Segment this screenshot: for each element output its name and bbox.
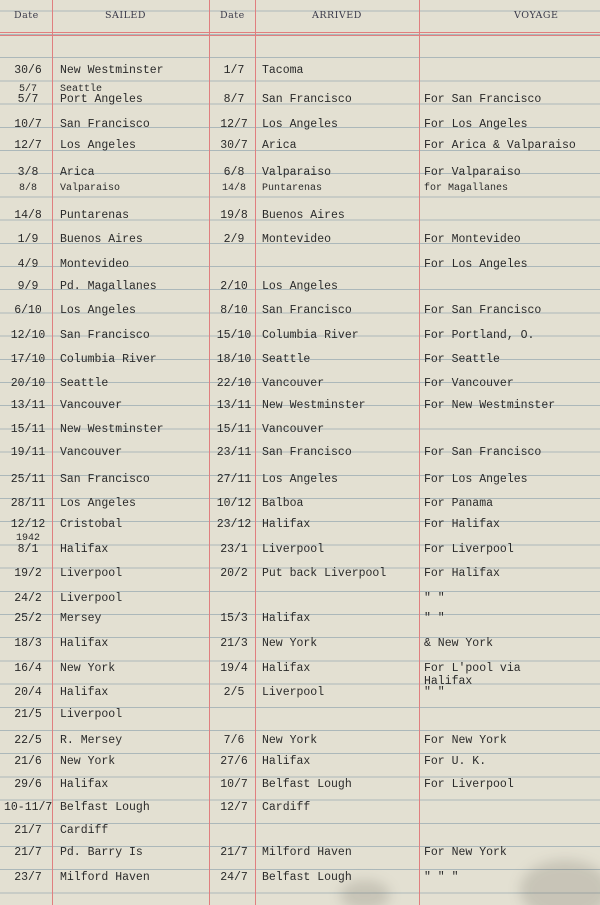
arrived-port: Tacoma: [262, 64, 304, 77]
sailed-port: San Francisco: [60, 473, 150, 486]
sailed-date: 21/7: [14, 824, 42, 837]
table-row: [0, 637, 600, 659]
sailed-port: Pd. Magallanes: [60, 280, 157, 293]
arrived-port: Valparaiso: [262, 166, 332, 179]
sailed-date: 25/11: [10, 473, 46, 486]
sailed-date: 25/2: [14, 612, 42, 625]
table-row: [0, 93, 600, 115]
arrived-port: New Westminster: [262, 399, 366, 412]
sailed-date: 5/7: [17, 93, 39, 106]
arrived-date: 15/3: [220, 612, 248, 625]
arrived-date: 23/12: [216, 518, 252, 531]
table-row: [0, 755, 600, 777]
arrived-date: 12/7: [220, 801, 248, 814]
arrived-port: Cardiff: [262, 801, 311, 814]
voyage-note: For L'pool via: [424, 662, 521, 675]
sailed-port: Mersey: [60, 612, 102, 625]
header-rule: [0, 32, 600, 33]
header-arrived: ARRIVED: [312, 10, 362, 21]
sailed-port: Seattle: [60, 84, 103, 95]
voyage-note: For Seattle: [424, 353, 500, 366]
arrived-port: Halifax: [262, 518, 311, 531]
arrived-port: Puntarenas: [262, 183, 323, 194]
table-row: [0, 824, 600, 846]
sailed-port: New York: [60, 755, 116, 768]
arrived-port: Seattle: [262, 353, 311, 366]
sailed-date: 8/8: [18, 183, 37, 194]
sailed-date: 19/11: [10, 446, 46, 459]
table-row: [0, 801, 600, 823]
sailed-port: Milford Haven: [60, 871, 150, 884]
voyage-note: For Los Angeles: [424, 118, 528, 131]
table-row: [0, 612, 600, 634]
table-row: [0, 473, 600, 495]
sailed-date: 12/10: [10, 329, 46, 342]
table-row: [0, 399, 600, 421]
header-voyage: VOYAGE: [514, 10, 559, 21]
arrived-date: 22/10: [216, 377, 252, 390]
voyage-note: " " ": [424, 871, 459, 884]
arrived-port: Put back Liverpool: [262, 567, 387, 580]
header-sailed: SAILED: [105, 10, 146, 21]
arrived-date: 10/7: [220, 778, 248, 791]
sailed-date: 18/3: [14, 637, 42, 650]
sailed-date: 10-11/7: [4, 801, 53, 814]
arrived-date: 27/11: [216, 473, 252, 486]
sailed-date: 4/9: [17, 258, 39, 271]
arrived-port: San Francisco: [262, 304, 352, 317]
sailed-port: Arica: [60, 166, 95, 179]
sailed-port: San Francisco: [60, 329, 150, 342]
sailed-port: New York: [60, 662, 116, 675]
arrived-port: Buenos Aires: [262, 209, 345, 222]
arrived-date: 13/11: [216, 399, 252, 412]
sailed-date: 16/4: [14, 662, 42, 675]
sailed-port: San Francisco: [60, 118, 150, 131]
arrived-date: 24/7: [220, 871, 248, 884]
voyage-note: For New York: [424, 846, 507, 859]
voyage-note: " ": [424, 686, 445, 699]
arrived-port: Balboa: [262, 497, 304, 510]
sailed-port: Liverpool: [60, 567, 123, 580]
sailed-port: Los Angeles: [60, 139, 136, 152]
sailed-port: Halifax: [60, 543, 109, 556]
arrived-port: Los Angeles: [262, 280, 338, 293]
voyage-note: For Portland, O.: [424, 329, 535, 342]
table-row: [0, 686, 600, 708]
table-row: [0, 377, 600, 399]
arrived-date: 2/9: [223, 233, 245, 246]
table-row: [0, 233, 600, 255]
header-date-sailed: Date: [14, 10, 39, 21]
sailed-port: Seattle: [60, 377, 109, 390]
arrived-date: 8/7: [223, 93, 245, 106]
arrived-port: San Francisco: [262, 93, 352, 106]
sailed-port: Montevideo: [60, 258, 130, 271]
arrived-port: Belfast Lough: [262, 778, 352, 791]
sailed-date: 12/12: [10, 518, 46, 531]
arrived-date: 19/4: [220, 662, 248, 675]
sailed-date: 1/9: [17, 233, 39, 246]
sailed-port: Pd. Barry Is: [60, 846, 143, 859]
table-row: [0, 209, 600, 231]
arrived-port: Liverpool: [262, 543, 325, 556]
table-row: [0, 871, 600, 893]
sailed-date: 14/8: [14, 209, 42, 222]
arrived-date: 23/11: [216, 446, 252, 459]
arrived-port: Belfast Lough: [262, 871, 352, 884]
table-row: [0, 567, 600, 589]
table-row: [0, 734, 600, 756]
voyage-note: For Liverpool: [424, 543, 514, 556]
arrived-date: 21/3: [220, 637, 248, 650]
sailed-date: 17/10: [10, 353, 46, 366]
voyage-note: For San Francisco: [424, 446, 542, 459]
arrived-port: Halifax: [262, 755, 311, 768]
sailed-port: Los Angeles: [60, 497, 136, 510]
sailed-port: New Westminster: [60, 423, 164, 436]
arrived-port: Halifax: [262, 662, 311, 675]
arrived-port: New York: [262, 637, 318, 650]
table-row: [0, 497, 600, 519]
arrived-date: 10/12: [216, 497, 252, 510]
voyage-note: Halifax: [424, 675, 473, 688]
sailed-date: 13/11: [10, 399, 46, 412]
sailed-date: 15/11: [10, 423, 46, 436]
sailed-date: 6/10: [14, 304, 42, 317]
arrived-port: Vancouver: [262, 423, 325, 436]
sailed-port: Los Angeles: [60, 304, 136, 317]
arrived-date: 27/6: [220, 755, 248, 768]
voyage-note: For Halifax: [424, 518, 500, 531]
voyage-note: " ": [424, 592, 445, 605]
arrived-date: 6/8: [223, 166, 245, 179]
voyage-note: For Los Angeles: [424, 473, 528, 486]
voyage-note: For New Westminster: [424, 399, 556, 412]
sailed-port: Vancouver: [60, 446, 123, 459]
arrived-date: 2/10: [220, 280, 248, 293]
voyage-note: For Liverpool: [424, 778, 514, 791]
voyage-note: For U. K.: [424, 755, 487, 768]
arrived-date: 15/11: [216, 423, 252, 436]
sailed-date: 20/4: [14, 686, 42, 699]
sailed-date: 21/6: [14, 755, 42, 768]
sailed-port: Columbia River: [60, 353, 157, 366]
arrived-date: 8/10: [220, 304, 248, 317]
voyage-note: For Arica & Valparaiso: [424, 139, 576, 152]
table-row: [0, 280, 600, 302]
arrived-date: 20/2: [220, 567, 248, 580]
table-row: [0, 708, 600, 730]
sailed-date: 12/7: [14, 139, 42, 152]
table-row: [0, 139, 600, 161]
sailed-date: 21/5: [14, 708, 42, 721]
sailed-date: 9/9: [17, 280, 39, 293]
arrived-date: 2/5: [223, 686, 245, 699]
arrived-date: 21/7: [220, 846, 248, 859]
arrived-port: Arica: [262, 139, 297, 152]
voyage-note: For San Francisco: [424, 304, 542, 317]
sailed-date: 24/2: [14, 592, 42, 605]
table-row: [0, 543, 600, 565]
arrived-port: Columbia River: [262, 329, 359, 342]
arrived-date: 12/7: [220, 118, 248, 131]
sailed-port: New Westminster: [60, 64, 164, 77]
table-row: [0, 304, 600, 326]
table-row: [0, 329, 600, 351]
sailed-port: Belfast Lough: [60, 801, 150, 814]
sailed-port: Liverpool: [60, 592, 123, 605]
arrived-date: 18/10: [216, 353, 252, 366]
arrived-port: San Francisco: [262, 446, 352, 459]
voyage-note: For Valparaiso: [424, 166, 521, 179]
arrived-port: Montevideo: [262, 233, 332, 246]
table-row: [0, 778, 600, 800]
table-row: [0, 592, 600, 614]
sailed-port: Buenos Aires: [60, 233, 143, 246]
sailed-date: 21/7: [14, 846, 42, 859]
sailed-port: Halifax: [60, 778, 109, 791]
sailed-port: Valparaiso: [60, 183, 121, 194]
arrived-date: 30/7: [220, 139, 248, 152]
voyage-note: for Magallanes: [424, 183, 509, 194]
table-row: [0, 353, 600, 375]
voyage-note: For Vancouver: [424, 377, 514, 390]
arrived-port: Halifax: [262, 612, 311, 625]
arrived-date: 23/1: [220, 543, 248, 556]
arrived-date: 19/8: [220, 209, 248, 222]
arrived-port: Los Angeles: [262, 118, 338, 131]
header-rule: [0, 35, 600, 36]
arrived-port: Los Angeles: [262, 473, 338, 486]
sailed-port: R. Mersey: [60, 734, 123, 747]
sailed-date: 8/1: [17, 543, 39, 556]
sailed-port: Halifax: [60, 637, 109, 650]
sailed-date: 30/6: [14, 64, 42, 77]
sailed-port: Cardiff: [60, 824, 109, 837]
sailed-date: 23/7: [14, 871, 42, 884]
arrived-port: New York: [262, 734, 318, 747]
arrived-port: Vancouver: [262, 377, 325, 390]
voyage-note: For Los Angeles: [424, 258, 528, 271]
arrived-date: 7/6: [223, 734, 245, 747]
table-row: [0, 846, 600, 868]
arrived-date: 14/8: [221, 183, 246, 194]
arrived-date: 1/7: [223, 64, 245, 77]
sailed-date: 29/6: [14, 778, 42, 791]
sailed-port: Liverpool: [60, 708, 123, 721]
voyage-note: & New York: [424, 637, 494, 650]
voyage-note: For San Francisco: [424, 93, 542, 106]
sailed-date: 22/5: [14, 734, 42, 747]
voyage-note: For Halifax: [424, 567, 500, 580]
sailed-port: Vancouver: [60, 399, 123, 412]
sailed-date: 3/8: [17, 166, 39, 179]
sailed-port: Port Angeles: [60, 93, 143, 106]
voyage-note: For New York: [424, 734, 507, 747]
sailed-date: 20/10: [10, 377, 46, 390]
voyage-note: For Panama: [424, 497, 494, 510]
voyage-note: " ": [424, 612, 445, 625]
sailed-date: 5/7: [18, 84, 37, 95]
arrived-date: 15/10: [216, 329, 252, 342]
sailed-date: 1942: [15, 533, 40, 544]
table-row: [0, 423, 600, 445]
arrived-port: Milford Haven: [262, 846, 352, 859]
sailed-date: 28/11: [10, 497, 46, 510]
sailed-date: 19/2: [14, 567, 42, 580]
sailed-port: Cristobal: [60, 518, 123, 531]
sailed-port: Puntarenas: [60, 209, 130, 222]
table-row: [0, 258, 600, 280]
arrived-port: Liverpool: [262, 686, 325, 699]
table-row: [0, 182, 600, 204]
voyage-note: For Montevideo: [424, 233, 521, 246]
sailed-port: Halifax: [60, 686, 109, 699]
sailed-date: 10/7: [14, 118, 42, 131]
header-date-arrived: Date: [220, 10, 245, 21]
table-row: [0, 446, 600, 468]
table-row: [0, 118, 600, 140]
paper-stain: [340, 880, 390, 905]
